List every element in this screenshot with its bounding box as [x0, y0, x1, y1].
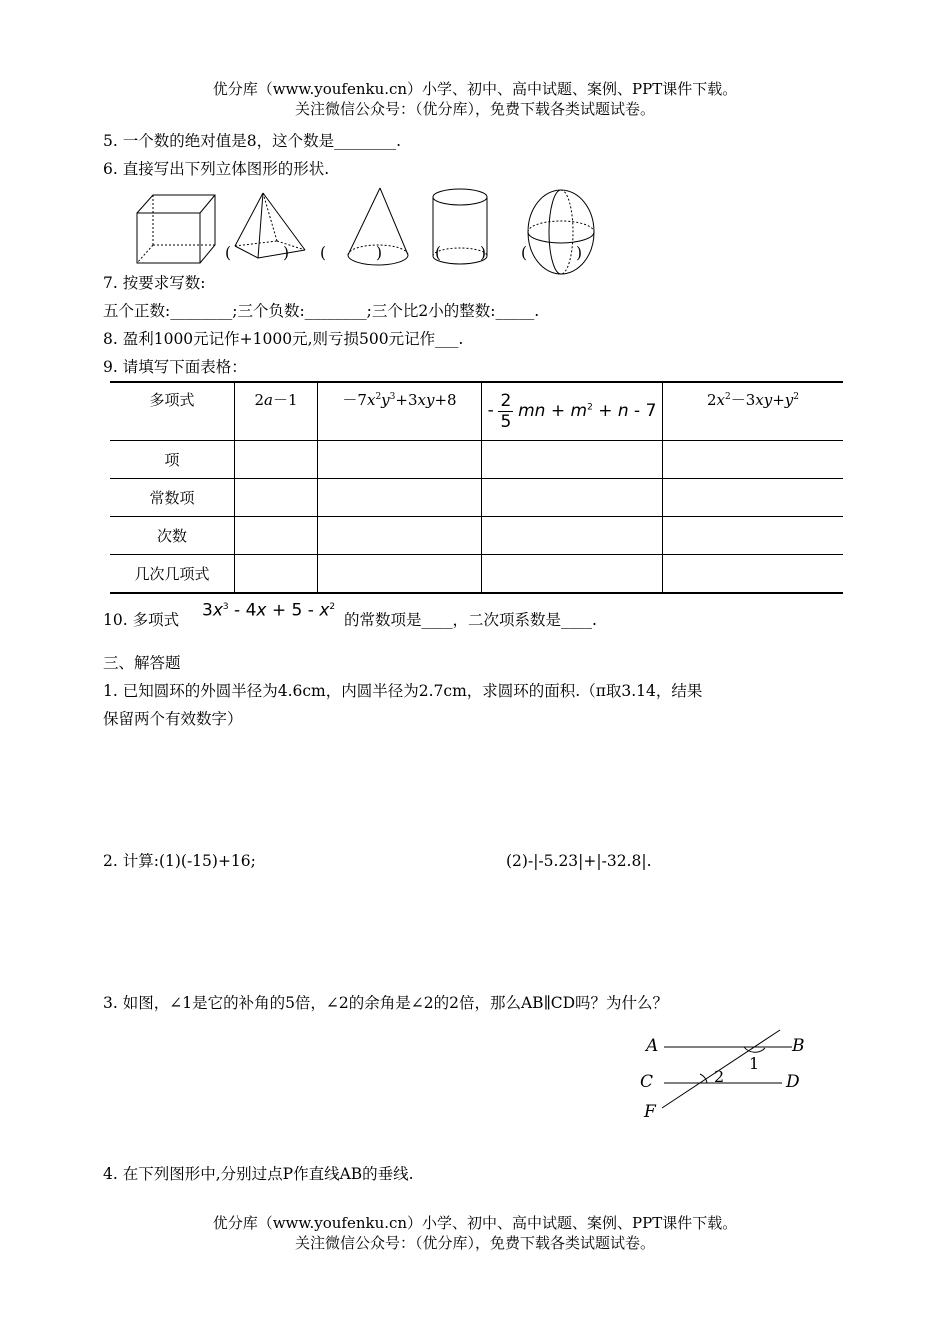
shape-bracket-open-2: ( [320, 244, 327, 262]
header-poly-4: $2x^2-3xy+y^2$ [663, 382, 844, 441]
answer-cell[interactable] [663, 479, 844, 517]
label-d: D [786, 1072, 800, 1092]
angle-1-label: 1 [749, 1054, 760, 1073]
problem-2-part-2: (2)-|-5.23|+|-32.8|. [506, 852, 652, 870]
question-10-polynomial: $3x^3 - 4x + 5 - x^2$ [202, 600, 336, 621]
question-8: 8. 盈利1000元记作+1000元,则亏损500元记作___. [103, 330, 464, 348]
angle-2-label: 2 [714, 1067, 725, 1086]
answer-cell[interactable] [482, 555, 663, 594]
shape-bracket-close-1: ) [283, 244, 290, 262]
answer-cell[interactable] [235, 555, 318, 594]
label-f: F [644, 1102, 656, 1122]
label-a: A [646, 1036, 659, 1056]
problem-2-part-1: 2. 计算:(1)(-15)+16; [103, 852, 256, 870]
answer-cell[interactable] [482, 441, 663, 479]
answer-cell[interactable] [318, 555, 482, 594]
answer-cell[interactable] [663, 517, 844, 555]
header-line-2: 关注微信公众号：（优分库），免费下载各类试题试卷。 [294, 100, 655, 118]
section-3-title: 三、解答题 [103, 654, 181, 672]
question-5: 5. 一个数的绝对值是8，这个数是________. [103, 132, 402, 150]
shape-bracket-close-4: ) [576, 244, 583, 262]
question-9: 9. 请填写下面表格： [103, 358, 247, 376]
answer-cell[interactable] [235, 441, 318, 479]
question-10-prefix: 10. 多项式 [103, 611, 180, 629]
problem-3: 3. 如图，∠1是它的补角的5倍，∠2的余角是∠2的2倍，那么AB∥CD吗？为什么？ [103, 994, 669, 1012]
footer-line-1: 优分库（www.youfenku.cn）小学、初中、高中试题、案例、PPT课件下载。 [212, 1214, 738, 1232]
header-poly-2: $-7x^2y^3+3xy+8$ [318, 382, 482, 441]
problem-4: 4. 在下列图形中,分别过点P作直线AB的垂线. [103, 1165, 414, 1183]
question-7-detail: 五个正数:________;三个负数:________;三个比2小的整数:_____. [103, 302, 540, 320]
solid-shapes-figure [125, 183, 625, 278]
answer-cell[interactable] [235, 479, 318, 517]
polynomial-table [110, 381, 843, 594]
shape-bracket-close-3: ) [480, 244, 487, 262]
answer-cell[interactable] [318, 479, 482, 517]
header-poly-3: - $\frac{2}{5}$ mn + $m^2 + n - 7$ [482, 382, 663, 441]
row-label-classification: 几次几项式 [110, 555, 235, 594]
footer-line-2: 关注微信公众号：（优分库），免费下载各类试题试卷。 [294, 1234, 655, 1252]
sphere-shape [528, 190, 594, 274]
answer-cell[interactable] [663, 441, 844, 479]
row-label-degree: 次数 [110, 517, 235, 555]
header-line-1: 优分库（www.youfenku.cn）小学、初中、高中试题、案例、PPT课件下载。 [212, 80, 738, 98]
cube-shape [137, 195, 215, 263]
problem-1-line-1: 1. 已知圆环的外圆半径为4.6cm，内圆半径为2.7cm，求圆环的面积.（π取3.14，结果 [103, 682, 703, 700]
answer-cell[interactable] [318, 441, 482, 479]
answer-cell[interactable] [482, 479, 663, 517]
header-2a-minus-1: 2a－1 [235, 382, 318, 441]
question-7: 7. 按要求写数: [103, 274, 206, 292]
answer-cell[interactable] [235, 517, 318, 555]
shape-bracket-open-3: ( [435, 244, 442, 262]
pyramid-shape [235, 193, 305, 258]
question-6: 6. 直接写出下列立体图形的形状. [103, 160, 330, 178]
shape-bracket-open-1: ( [225, 244, 232, 262]
shape-bracket-open-4: ( [521, 244, 528, 262]
problem-1-line-2: 保留两个有效数字） [103, 710, 243, 728]
question-10-suffix: 的常数项是____，二次项系数是____. [344, 611, 597, 629]
answer-cell[interactable] [318, 517, 482, 555]
cylinder-shape [433, 189, 487, 264]
row-label-terms: 项 [110, 441, 235, 479]
answer-cell[interactable] [663, 555, 844, 594]
shape-bracket-close-2: ) [376, 244, 383, 262]
row-label-constant: 常数项 [110, 479, 235, 517]
label-c: C [640, 1072, 654, 1092]
row-label-polynomial: 多项式 [110, 382, 235, 441]
parallel-lines-figure [640, 1028, 820, 1128]
answer-cell[interactable] [482, 517, 663, 555]
label-b: B [792, 1036, 805, 1056]
